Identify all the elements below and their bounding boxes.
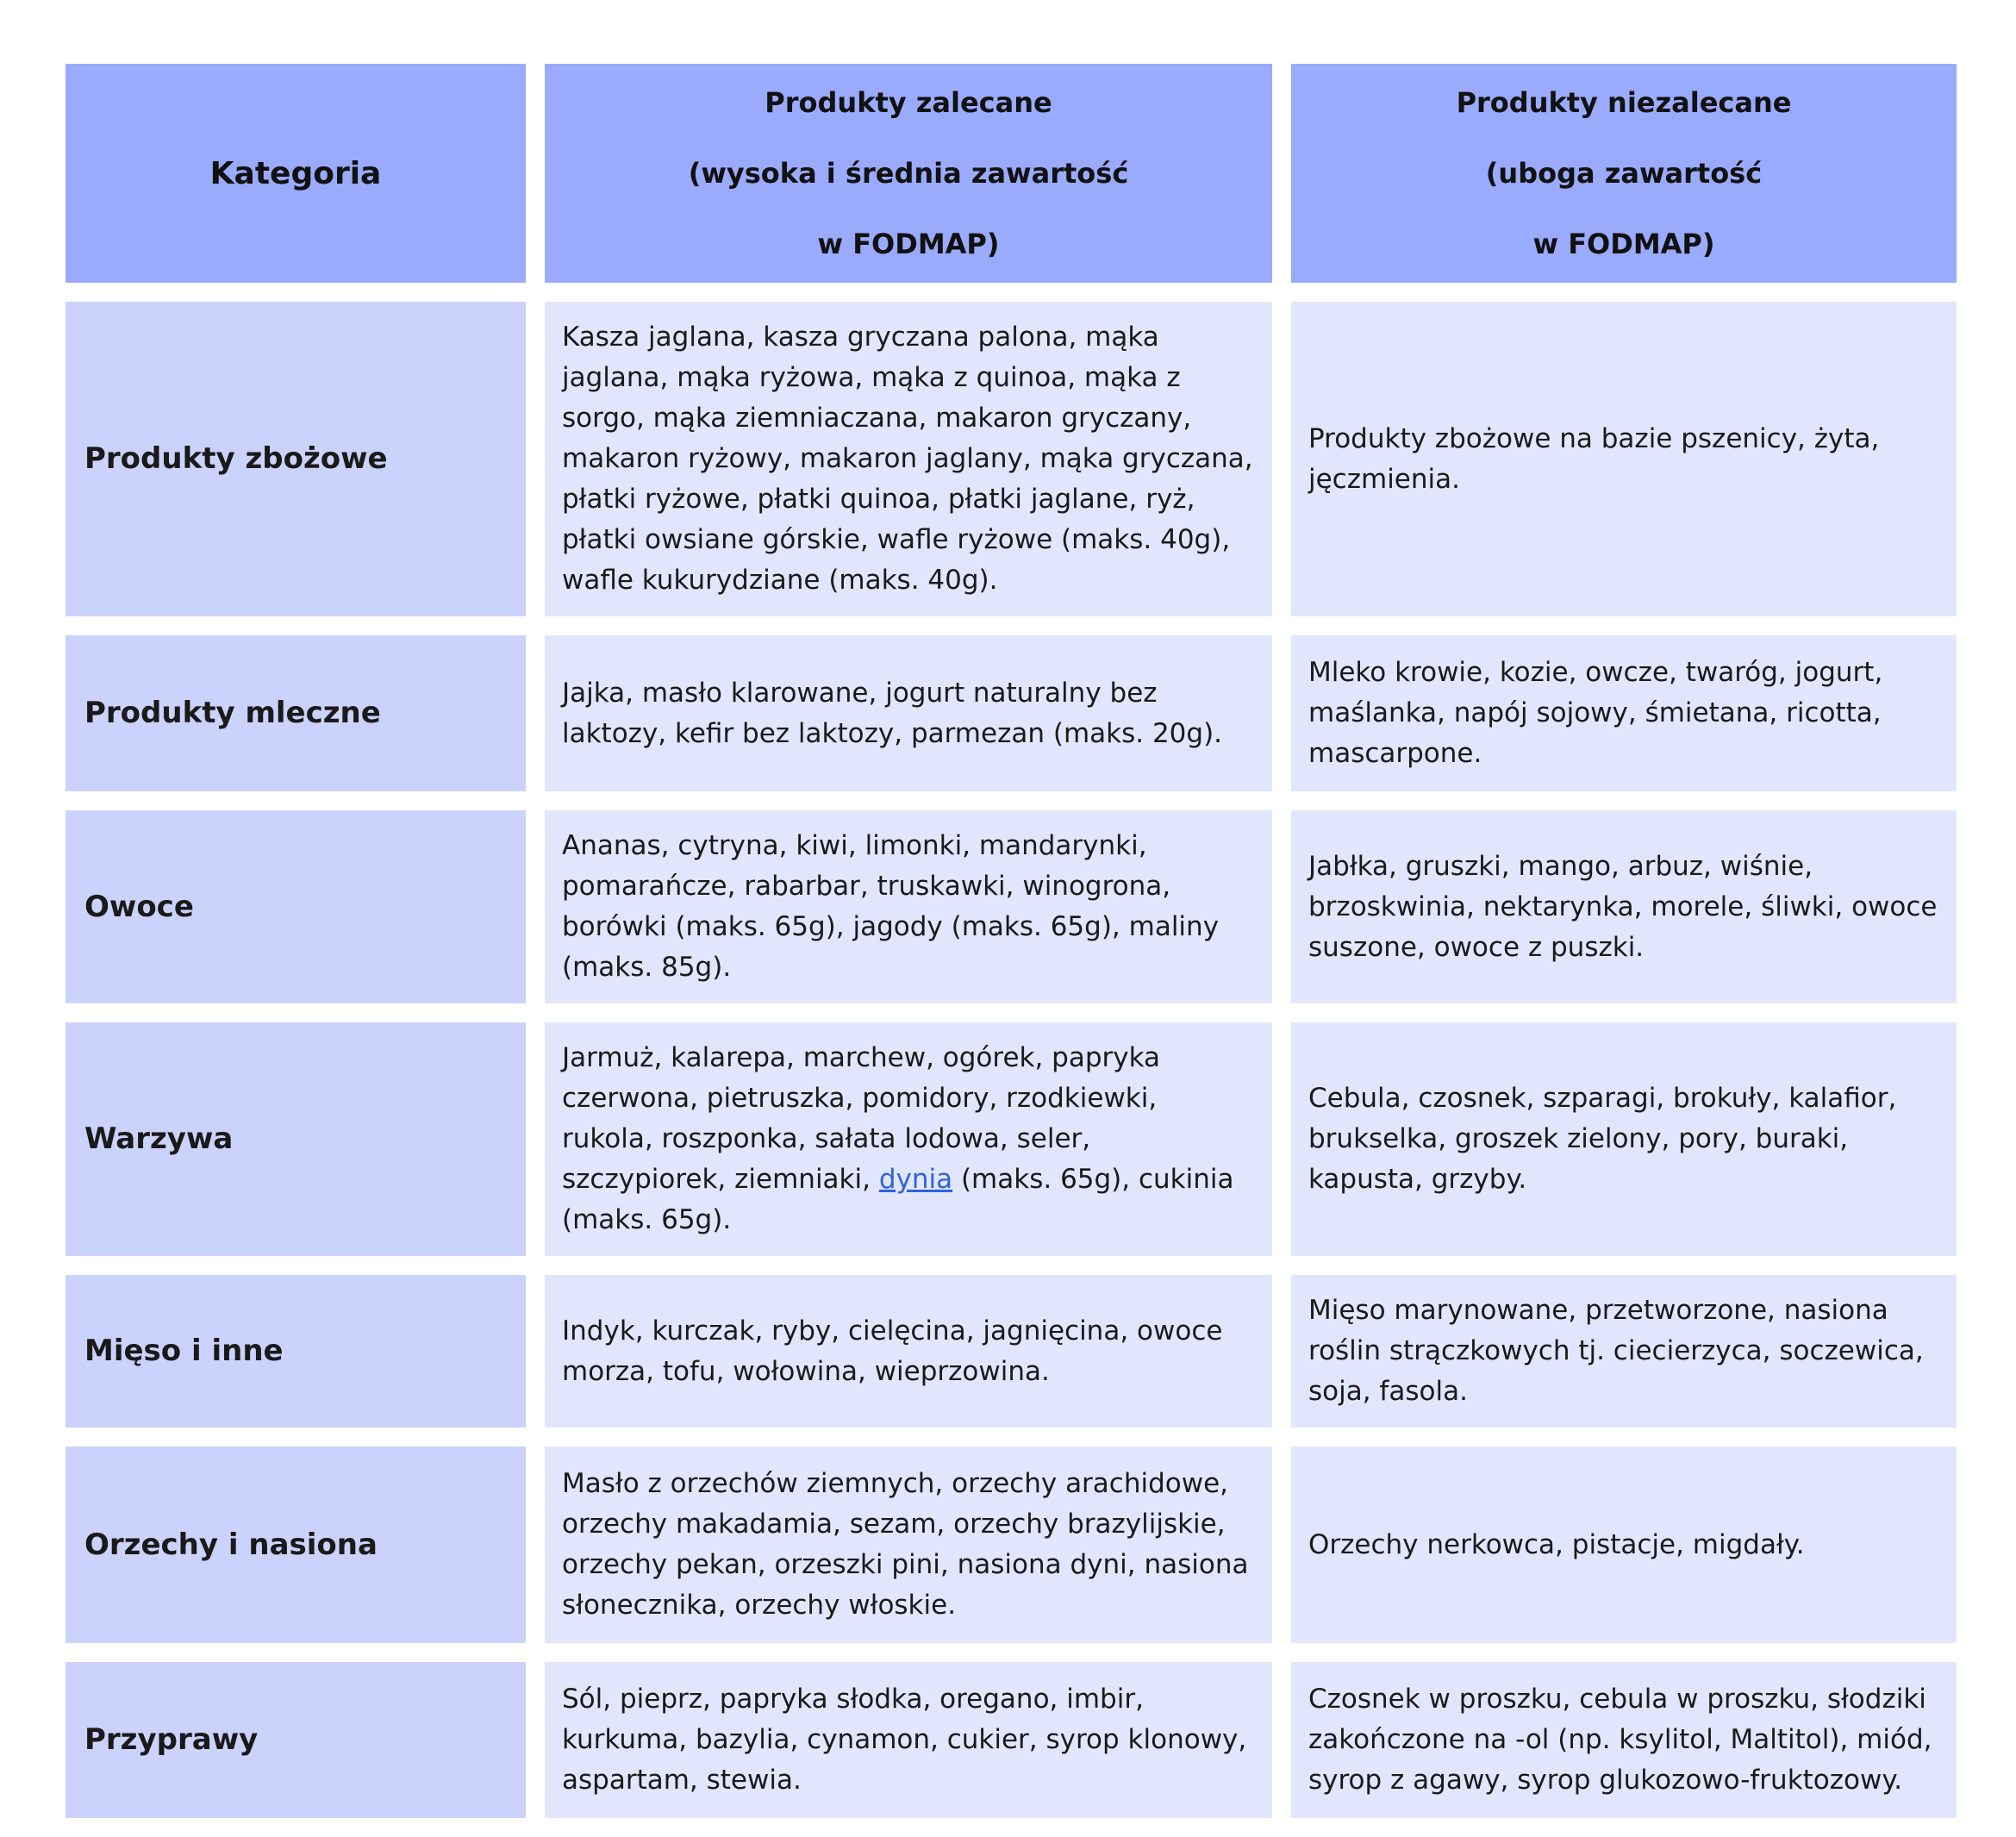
table-row — [66, 1662, 1957, 1818]
row-category: Warzywa — [66, 1022, 526, 1256]
row-recommended: Ananas, cytryna, kiwi, limonki, mandarynki, pomarańcze, rabarbar, truskawki, winogrona, borówki (maks. 65g), jagody (maks. 65g), maliny (maks. 85g). — [545, 810, 1272, 1003]
row-not-recommended: Cebula, czosnek, szparagi, brokuły, kalafior, brukselka, groszek zielony, pory, buraki, kapusta, grzyby. — [1291, 1022, 1957, 1256]
fodmap-table — [47, 45, 1975, 1837]
row-recommended-text: Jarmuż, kalarepa, marchew, ogórek, papryka czerwona, pietruszka, pomidory, rzodkiewki, rukola, roszponka, sałata lodowa, seler, szczypiorek, ziemniaki, — [562, 1042, 1161, 1195]
header-row — [66, 64, 1957, 283]
header-not-recommended-line2: (uboga zawartość — [1485, 157, 1763, 190]
header-recommended — [545, 64, 1272, 283]
table-row — [66, 810, 1957, 1003]
row-recommended: Indyk, kurczak, ryby, cielęcina, jagnięcina, owoce morza, tofu, wołowina, wieprzowina. — [545, 1275, 1272, 1428]
table-row — [66, 1446, 1957, 1643]
header-recommended-line3: w FODMAP) — [817, 228, 1000, 260]
row-category: Przyprawy — [66, 1662, 526, 1818]
row-not-recommended: Produkty zbożowe na bazie pszenicy, żyta, jęczmienia. — [1291, 302, 1957, 616]
header-category: Kategoria — [66, 64, 526, 283]
table-row — [66, 635, 1957, 791]
row-category: Produkty mleczne — [66, 635, 526, 791]
row-not-recommended: Mięso marynowane, przetworzone, nasiona roślin strączkowych tj. ciecierzyca, soczewica, soja, fasola. — [1291, 1275, 1957, 1428]
row-not-recommended: Orzechy nerkowca, pistacje, migdały. — [1291, 1446, 1957, 1643]
row-recommended-text-after: (maks. 65g), cukinia (maks. 65g). — [562, 1164, 1234, 1235]
row-category: Mięso i inne — [66, 1275, 526, 1428]
table-row — [66, 302, 1957, 616]
header-not-recommended-line3: w FODMAP) — [1532, 228, 1715, 260]
row-category: Owoce — [66, 810, 526, 1003]
header-recommended-line1: Produkty zalecane — [765, 86, 1052, 119]
row-category: Produkty zbożowe — [66, 302, 526, 616]
row-not-recommended: Mleko krowie, kozie, owcze, twaróg, jogurt, maślanka, napój sojowy, śmietana, ricotta, mascarpone. — [1291, 635, 1957, 791]
row-recommended: Sól, pieprz, papryka słodka, oregano, imbir, kurkuma, bazylia, cynamon, cukier, syrop klonowy, aspartam, stewia. — [545, 1662, 1272, 1818]
row-category: Orzechy i nasiona — [66, 1446, 526, 1643]
row-recommended: Jajka, masło klarowane, jogurt naturalny bez laktozy, kefir bez laktozy, parmezan (maks. 20g). — [545, 635, 1272, 791]
table-row — [66, 1275, 1957, 1428]
row-recommended: Masło z orzechów ziemnych, orzechy arachidowe, orzechy makadamia, sezam, orzechy brazylijskie, orzechy pekan, orzeszki pini, nasiona dyni, nasiona słonecznika, orzechy włoskie. — [545, 1446, 1272, 1643]
dynia-link[interactable]: dynia — [878, 1164, 953, 1195]
header-not-recommended — [1291, 64, 1957, 283]
row-not-recommended: Czosnek w proszku, cebula w proszku, słodziki zakończone na -ol (np. ksylitol, Maltitol), miód, syrop z agawy, syrop glukozowo-fruktozowy. — [1291, 1662, 1957, 1818]
header-not-recommended-line1: Produkty niezalecane — [1456, 86, 1792, 119]
row-recommended: Kasza jaglana, kasza gryczana palona, mąka jaglana, mąka ryżowa, mąka z quinoa, mąka z sorgo, mąka ziemniaczana, makaron gryczany, makaron ryżowy, makaron jaglany, mąka gryczana, płatki ryżowe, płatki quinoa, płatki jaglane, ryż, płatki owsiane górskie, wafle ryżowe (maks. 40g), wafle kukurydziane (maks. 40g). — [545, 302, 1272, 616]
fodmap-table-container — [66, 64, 1957, 1818]
row-recommended — [545, 1022, 1272, 1256]
header-recommended-line2: (wysoka i średnia zawartość — [688, 157, 1129, 190]
table-row — [66, 1022, 1957, 1256]
row-not-recommended: Jabłka, gruszki, mango, arbuz, wiśnie, brzoskwinia, nektarynka, morele, śliwki, owoce suszone, owoce z puszki. — [1291, 810, 1957, 1003]
